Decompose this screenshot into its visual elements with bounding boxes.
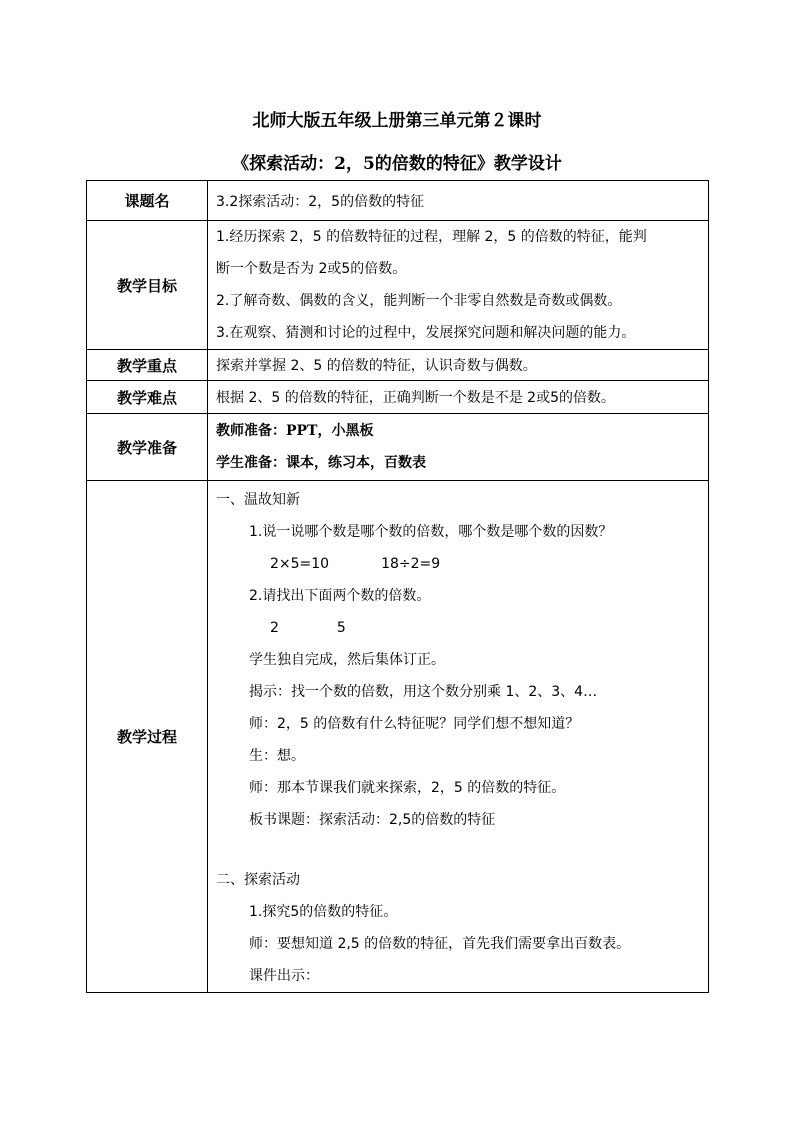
process-line: 课件出示： [249, 968, 319, 984]
process-line: 揭示：找一个数的倍数，用这个数分别乘 1、2、3、4… [249, 684, 598, 700]
process-line: 生：想。 [249, 748, 305, 764]
process-line: 2.请找出下面两个数的倍数。 [249, 588, 431, 604]
equation: 2×5=10 [270, 556, 330, 572]
table-row-topic [87, 181, 709, 221]
topic-content: 3.2探索活动：2，5的倍数的特征 [208, 181, 709, 221]
document-title: 北师大版五年级上册第三单元第２课时 [252, 111, 542, 131]
process-line: 师：那本节课我们就来探索，2，5 的倍数的特征。 [249, 780, 566, 796]
table-row-preparation [87, 414, 709, 481]
objective-line: 断一个数是否为 2或5的倍数。 [216, 261, 407, 277]
process-content [208, 481, 709, 993]
row-label-topic: 课题名 [87, 181, 208, 221]
table-row-process [87, 481, 709, 993]
equation: 18÷2=9 [381, 556, 441, 572]
process-line: 师：2，5 的倍数有什么特征呢？同学们想不想知道？ [249, 716, 580, 732]
student-preparation: 学生准备：课本，练习本，百数表 [216, 455, 426, 471]
process-line: 板书课题：探索活动：2,5的倍数的特征 [249, 812, 496, 828]
key-points-content: 探索并掌握 2、5 的倍数的特征，认识奇数与偶数。 [208, 350, 709, 381]
table-row-difficulties [87, 381, 709, 414]
process-line: 学生独自完成，然后集体订正。 [249, 652, 445, 668]
row-label-difficulties: 教学难点 [87, 381, 208, 414]
section-heading: 一、温故知新 [216, 492, 300, 508]
table-row-key-points [87, 350, 709, 381]
preparation-content [208, 414, 709, 481]
spacer [216, 836, 704, 864]
teacher-preparation: 教师准备：PPT，小黑板 [216, 423, 374, 439]
objectives-content [208, 221, 709, 350]
equation-line [216, 548, 704, 580]
process-line: 师：要想知道 2,5 的倍数的特征，首先我们需要拿出百数表。 [249, 936, 631, 952]
process-line: 1.说一说哪个数是哪个数的倍数，哪个数是哪个数的因数？ [249, 524, 613, 540]
number: 5 [336, 620, 346, 636]
row-label-key-points: 教学重点 [87, 350, 208, 381]
objective-line: 2.了解奇数、偶数的含义，能判断一个非零自然数是奇数或偶数。 [216, 293, 622, 309]
number: 2 [270, 620, 279, 636]
table-row-objectives [87, 221, 709, 350]
document-subtitle: 《探索活动：2，5的倍数的特征》教学设计 [232, 154, 562, 174]
section-heading: 二、探索活动 [216, 872, 300, 888]
number-line [216, 612, 704, 644]
row-label-objectives: 教学目标 [87, 221, 208, 350]
process-line: 1.探究5的倍数的特征。 [249, 904, 398, 920]
row-label-preparation: 教学准备 [87, 414, 208, 481]
lesson-plan-table [86, 180, 709, 993]
row-label-process: 教学过程 [87, 481, 208, 993]
objective-line: 1.经历探索 2，5 的倍数特征的过程，理解 2，5 的倍数的特征，能判 [216, 229, 647, 245]
difficulties-content: 根据 2、5 的倍数的特征，正确判断一个数是不是 2或5的倍数。 [208, 381, 709, 414]
objective-line: 3.在观察、猜测和讨论的过程中，发展探究问题和解决问题的能力。 [216, 325, 636, 341]
